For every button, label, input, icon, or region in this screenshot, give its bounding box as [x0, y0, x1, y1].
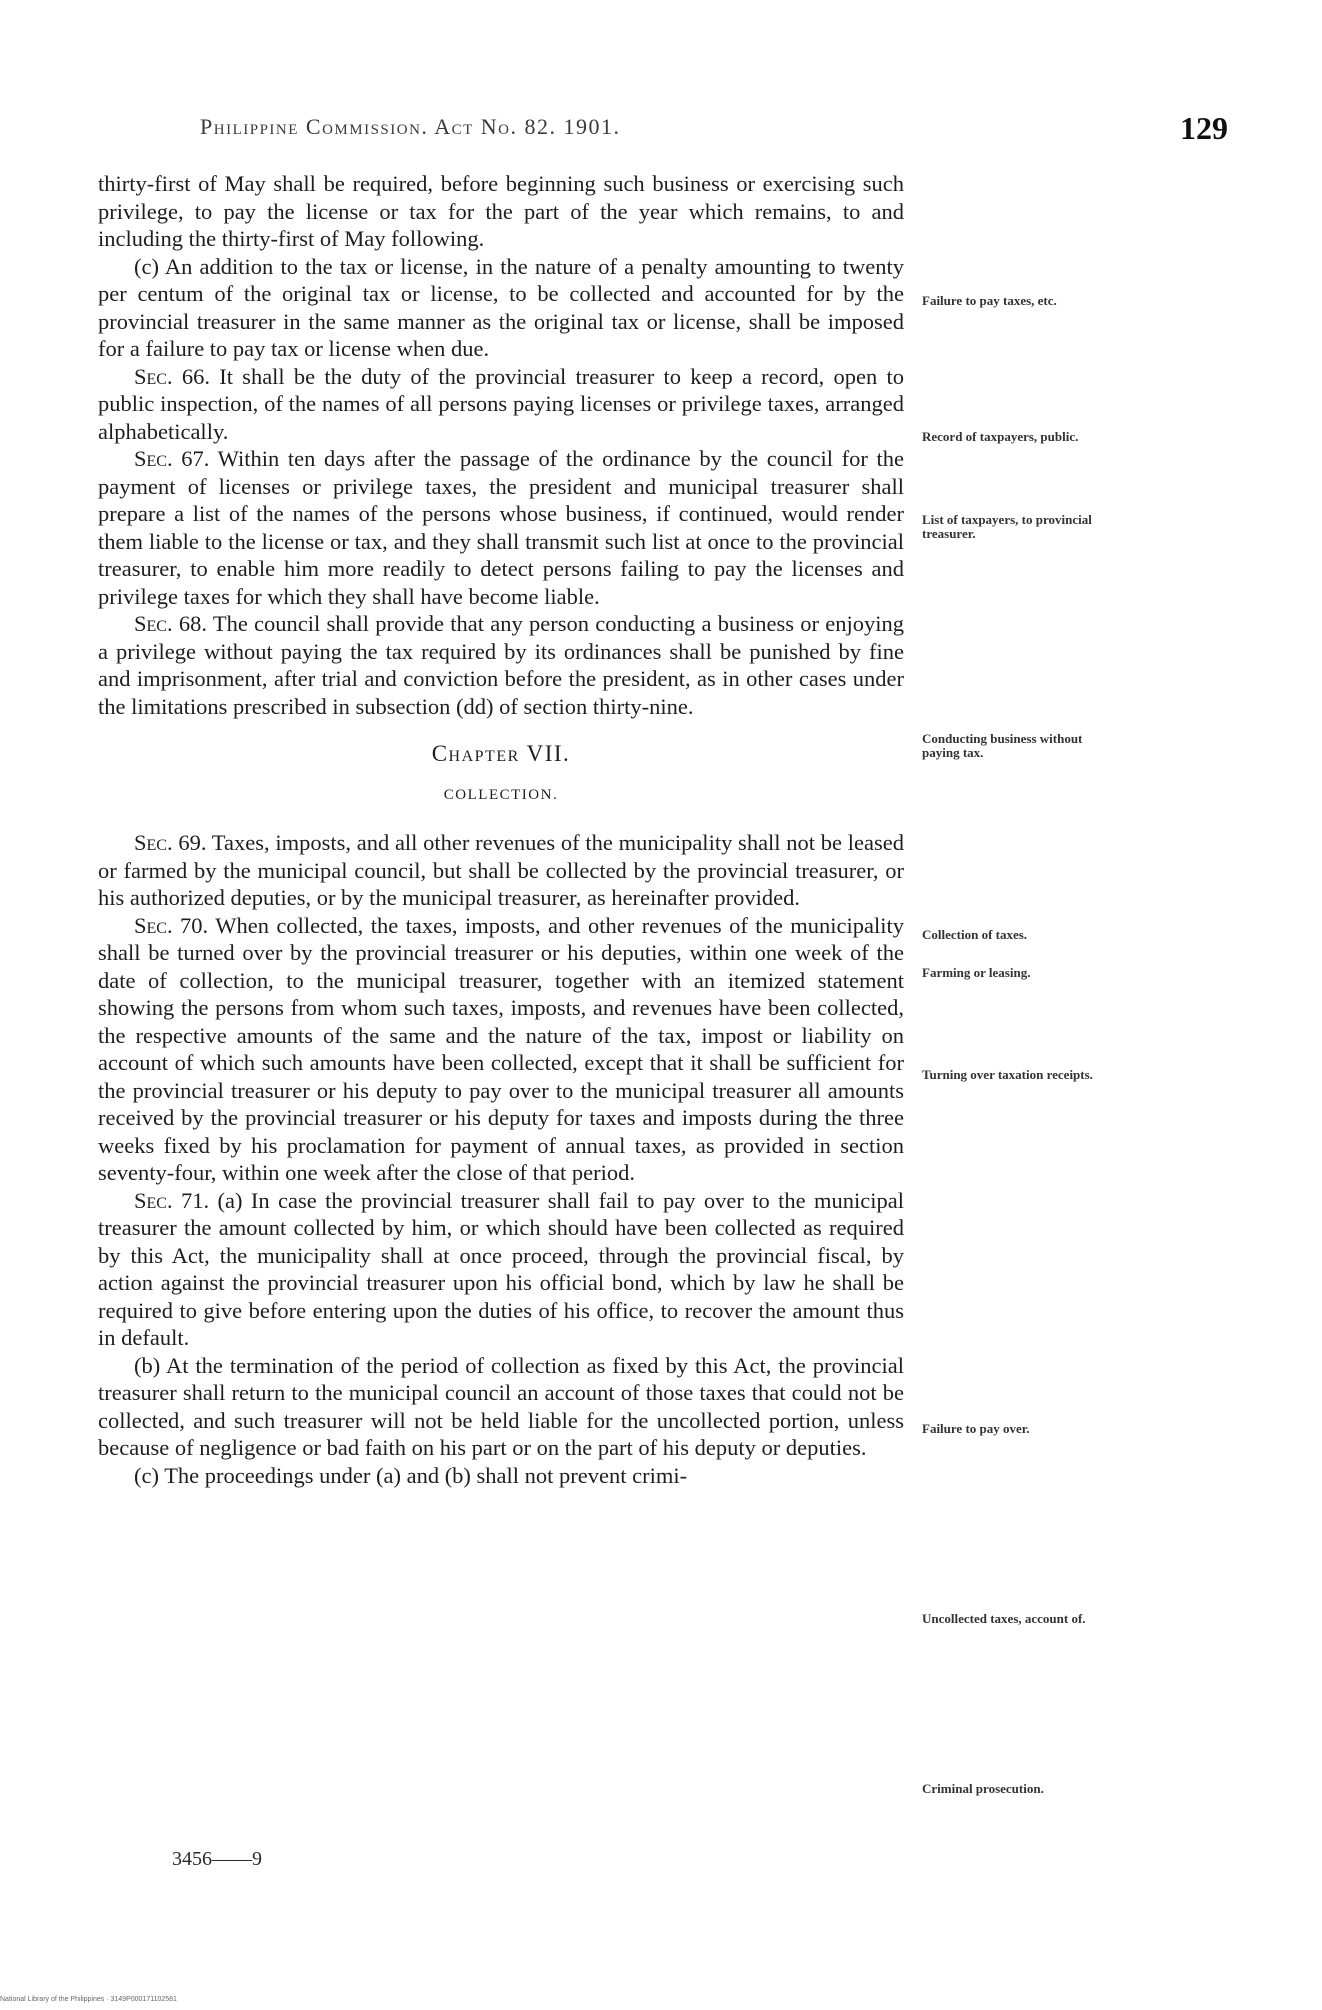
paragraph-continuation: thirty-first of May shall be required, before beginning such business or exercising such privilege, to pay the license or tax for the part of the year which remains, to and including the thirty-first of May following. [98, 171, 904, 251]
section-66-label: Sec. 66. [134, 363, 210, 389]
body-text [98, 170, 904, 1489]
margin-note-turning-over-receipts: Turning over taxation receipts. [922, 1067, 1093, 1082]
chapter-title: Chapter VII. [431, 741, 571, 766]
section-68 [98, 610, 904, 720]
section-68-text: The council shall provide that any person conducting a business or enjoying a privilege without paying the tax required by its ordinances shall be punished by fine and imprisonment, after trial and conviction before the president, as in other cases under the limitations prescribed in subsection (dd) of section thirty-nine. [98, 611, 904, 719]
section-69 [98, 829, 904, 912]
section-71-b: (b) At the termination of the period of collection as fixed by this Act, the provincial treasurer shall return to the municipal council an account of those taxes that could not be collected, and such treasurer will not be held liable for the uncollected portion, unless because of negligence or bad faith on his part or on the part of his deputy or deputies. [98, 1352, 904, 1460]
margin-note-conducting-business: Conducting business without paying tax. [922, 731, 1083, 760]
margin-note-uncollected-taxes: Uncollected taxes, account of. [922, 1611, 1086, 1626]
signature-mark: 3456——9 [172, 1848, 262, 1870]
section-71-label: Sec. 71. [134, 1187, 210, 1213]
margin-note-record-of-taxpayers: Record of taxpayers, public. [922, 429, 1079, 444]
margin-note-failure-to-pay-over: Failure to pay over. [922, 1421, 1030, 1436]
margin-note-collection-of-taxes: Collection of taxes. [922, 927, 1028, 942]
paragraph-subsection-c: (c) An addition to the tax or license, in the nature of a penalty amounting to twenty per centum of the original tax or license, to be collected and accounted for by the provincial treasurer in the same manner as the original tax or license, shall be imposed for a failure to pay tax or license when due. [98, 253, 904, 361]
section-71 [98, 1187, 904, 1352]
section-70 [98, 912, 904, 1187]
scan-footer: National Library of the Philippines · 3149P000171102581 [0, 1996, 177, 2003]
section-66 [98, 363, 904, 446]
section-67 [98, 445, 904, 610]
section-70-text: When collected, the taxes, imposts, and other revenues of the municipality shall be turned over by the provincial treasurer or his deputies, within one week of the date of collection, to the municipal treasurer, together with an itemized statement showing the persons from whom such taxes, imposts, and revenues have been collected, the respective amounts of the same and the nature of the tax, impost or liability on account of which such amounts have been collected, except that it shall be sufficient for the provincial treasurer or his deputy to pay over to the municipal treasurer all amounts received by the provincial treasurer or his deputy for taxes and imposts during the three weeks fixed by his proclamation for payment of annual taxes, as provided in section seventy-four, within one week after the close of that period. [98, 912, 904, 1185]
section-67-label: Sec. 67. [134, 446, 210, 471]
section-71-text: (a) In case the provincial treasurer shall fail to pay over to the municipal treasurer the amount collected by him, or which should have been collected as required by this Act, the municipality shall at once proceed, through the provincial fiscal, by action against the provincial treasurer upon his official bond, which by law he shall be required to give before entering upon the duties of his office, to recover the amount thus in default. [98, 1187, 904, 1350]
section-69-label: Sec. 69. [134, 830, 207, 855]
section-67-text: Within ten days after the passage of the ordinance by the council for the payment of licenses or privilege taxes, the president and municipal treasurer shall prepare a list of the names of the persons whose business, if continued, would render them liable to the license or tax, and they shall transmit such list at once to the provincial treasurer, to enable him more readily to detect persons failing to pay the licenses and privilege taxes for which they shall have become liable. [98, 446, 904, 609]
section-69-text: Taxes, imposts, and all other revenues of the municipality shall not be leased or farmed by the municipal council, but shall be collected by the provincial treasurer, or his authorized deputies, or by the municipal treasurer, as hereinafter provided. [98, 830, 904, 910]
running-head: Philippine Commission. Act No. 82. 1901. [200, 114, 621, 139]
page-number: 129 [1180, 110, 1228, 146]
chapter-subtitle: COLLECTION. [443, 786, 559, 803]
section-68-label: Sec. 68. [134, 611, 207, 636]
section-70-label: Sec. 70. [134, 912, 209, 938]
section-71-c: (c) The proceedings under (a) and (b) shall not prevent crimi- [134, 1462, 688, 1488]
margin-note-failure-to-pay: Failure to pay taxes, etc. [922, 293, 1057, 308]
margin-note-criminal-prosecution: Criminal prosecution. [922, 1781, 1044, 1796]
margin-note-list-of-taxpayers: List of taxpayers, to provincial treasurer. [922, 512, 1092, 541]
section-66-text: It shall be the duty of the provincial treasurer to keep a record, open to public inspection, of the names of all persons paying licenses or privilege taxes, arranged alphabetically. [98, 363, 904, 444]
margin-note-farming-or-leasing: Farming or leasing. [922, 965, 1031, 980]
